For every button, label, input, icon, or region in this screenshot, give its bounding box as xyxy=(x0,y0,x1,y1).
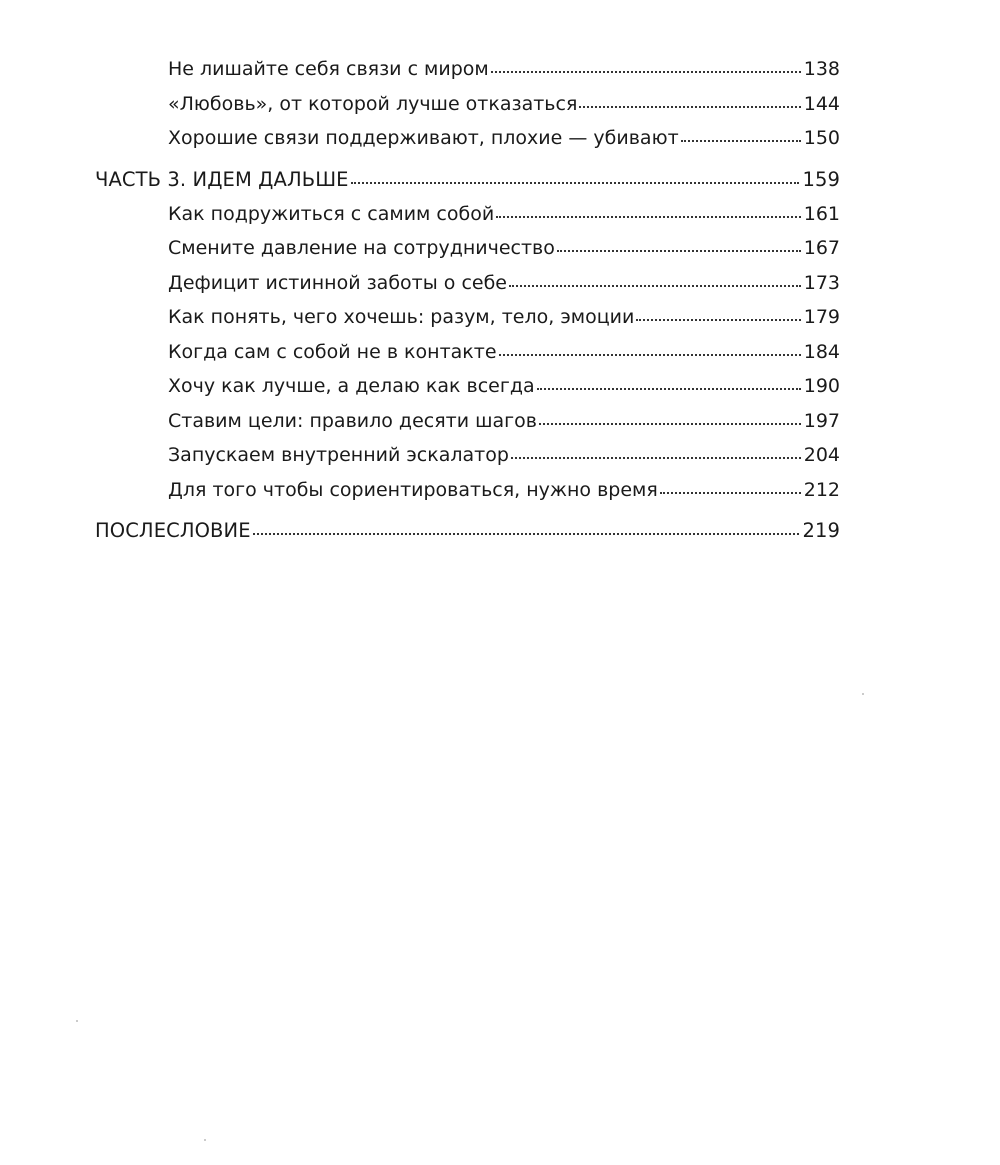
scan-speck xyxy=(204,1139,206,1141)
toc-entry-title: Хорошие связи поддерживают, плохие — убивают xyxy=(168,127,679,149)
dot-leader xyxy=(496,201,801,220)
toc-entry[interactable] xyxy=(95,121,840,156)
toc-entry-page: 161 xyxy=(803,202,840,225)
table-of-contents xyxy=(95,52,840,548)
toc-part-heading[interactable] xyxy=(95,162,840,197)
toc-entry-title: Запускаем внутренний эскалатор xyxy=(168,444,509,466)
toc-entry-page: 173 xyxy=(803,271,840,294)
toc-entry-title: Когда сам с собой не в контакте xyxy=(168,340,497,363)
toc-part-heading[interactable] xyxy=(95,513,840,548)
toc-entry-page: 219 xyxy=(802,519,840,542)
toc-entry-title: Хочу как лучше, а делаю как всегда xyxy=(168,375,535,397)
toc-entry-title: Ставим цели: правило десяти шагов xyxy=(168,409,537,432)
toc-entry-title: Дефицит истинной заботы о себе xyxy=(168,271,507,294)
toc-entry-title: Смените давление на сотрудничество xyxy=(168,237,555,259)
toc-entry-page: 150 xyxy=(803,127,840,149)
toc-entry[interactable] xyxy=(95,231,840,266)
toc-entry-title: Как подружиться с самим собой xyxy=(168,202,495,225)
toc-entry-title: «Любовь», от которой лучше отказаться xyxy=(168,92,578,115)
toc-entry[interactable] xyxy=(95,438,840,473)
toc-entry[interactable] xyxy=(95,300,840,335)
toc-entry-title: Для того чтобы сориентироваться, нужно время xyxy=(168,478,658,501)
toc-entry[interactable] xyxy=(95,473,840,508)
toc-entry[interactable] xyxy=(95,197,840,232)
toc-entry-page: 190 xyxy=(803,375,840,397)
toc-entry-page: 167 xyxy=(803,237,840,259)
toc-entry[interactable] xyxy=(95,335,840,370)
toc-entry-page: 159 xyxy=(802,167,840,191)
toc-entry-page: 197 xyxy=(803,409,840,432)
toc-entry-title: Как понять, чего хочешь: разум, тело, эмоции xyxy=(168,306,635,328)
toc-entry-title: ЧАСТЬ 3. ИДЕМ ДАЛЬШЕ xyxy=(95,167,349,191)
toc-entry[interactable] xyxy=(95,266,840,301)
dot-leader xyxy=(579,91,800,110)
toc-entry-title: Не лишайте себя связи с миром xyxy=(168,58,489,80)
toc-entry-title: ПОСЛЕСЛОВИЕ xyxy=(95,519,251,542)
toc-entry[interactable] xyxy=(95,87,840,122)
toc-entry-page: 138 xyxy=(803,58,840,80)
dot-leader xyxy=(681,125,801,144)
dot-leader xyxy=(509,270,801,289)
dot-leader xyxy=(491,56,801,75)
dot-leader xyxy=(636,304,800,323)
toc-entry-page: 179 xyxy=(803,306,840,328)
toc-entry-page: 184 xyxy=(803,340,840,363)
toc-entry[interactable] xyxy=(95,404,840,439)
scan-speck xyxy=(76,1020,78,1022)
scan-speck xyxy=(862,693,864,695)
toc-entry-page: 204 xyxy=(803,444,840,466)
dot-leader xyxy=(499,339,801,358)
dot-leader xyxy=(539,408,801,427)
dot-leader xyxy=(351,166,800,186)
dot-leader xyxy=(557,235,801,254)
dot-leader xyxy=(511,442,801,461)
dot-leader xyxy=(660,477,801,496)
toc-entry[interactable] xyxy=(95,369,840,404)
dot-leader xyxy=(537,373,801,392)
toc-entry-page: 144 xyxy=(803,92,840,115)
toc-entry-page: 212 xyxy=(803,478,840,501)
dot-leader xyxy=(253,518,800,538)
toc-entry[interactable] xyxy=(95,52,840,87)
